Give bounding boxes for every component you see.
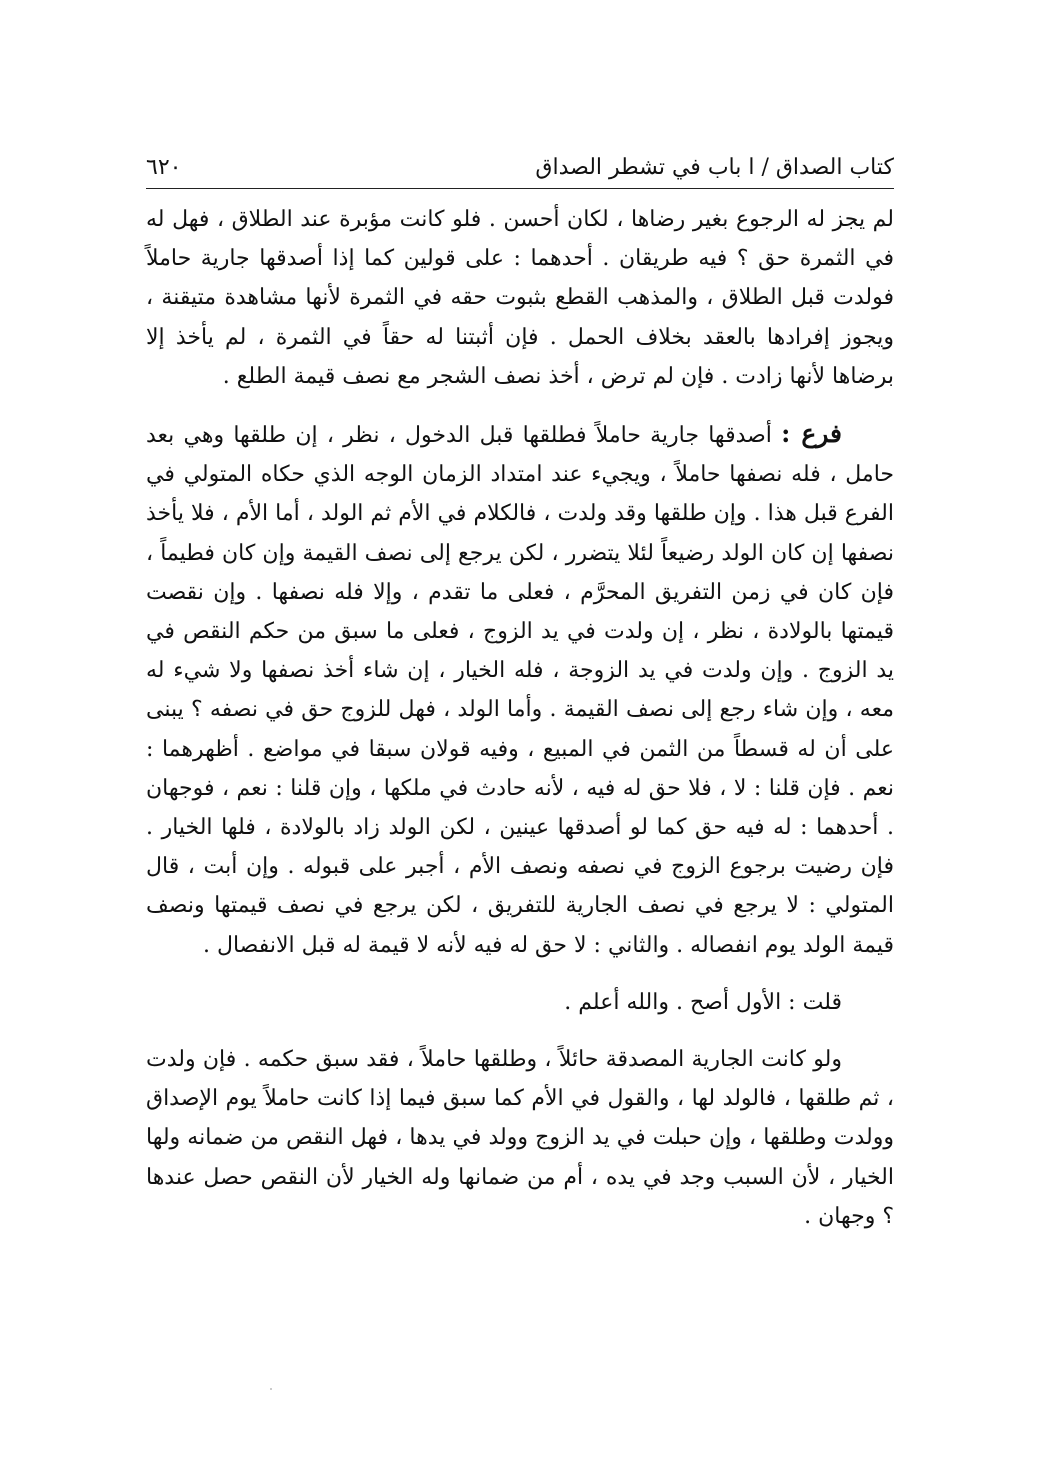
page-number: ٦٢٠ [146,155,182,180]
paragraph-2 [146,414,894,965]
paragraph-3: قلت : الأول أصح . والله أعلم . [564,989,842,1015]
paragraph-4: ولو كانت الجارية المصدقة حائلاً ، وطلقها حاملاً ، فقد سبق حكمه . فإن ولدت ، ثم طلقها ، فالولد لها ، والقول في الأم كما سبق فيما إذا كانت حاملاً يوم الإصداق وولدت وطلقها ، وإن حبلت في يد الزوج وولد في يدها ، فهل النقص من ضمانه ولها الخيار ، لأن السبب وجد في يده ، أم من ضمانها وله الخيار لأن النقص حصل عندها ؟ وجهان . [146,1047,895,1229]
far-heading: فرع : [781,419,843,449]
header-divider [146,188,894,189]
paragraph-1: لم يجز له الرجوع بغير رضاها ، لكان أحسن . فلو كانت مؤبرة عند الطلاق ، فهل له في الثمرة حق ؟ فيه طريقان . أحدهما : على قولين كما إذا أصدقها جارية حاملاً فولدت قبل الطلاق ، والمذهب القطع بثبوت حقه في الثمرة لأنها مشاهدة متيقنة ، ويجوز إفرادها بالعقد بخلاف الحمل . فإن أثبتنا له حقاً في الثمرة ، لم يأخذ إلا برضاها لأنها زادت . فإن لم ترض ، أخذ نصف الشجر مع نصف قيمة الطلع . [146,207,894,389]
page-speck [270,1388,272,1390]
main-text [146,200,894,1236]
paragraph-2-text: أصدقها جارية حاملاً فطلقها قبل الدخول ، نظر ، إن طلقها وهي بعد حامل ، فله نصفها حاملاً ، ويجيء عند امتداد الزمان الوجه الذي حكاه المتولي في الفرع قبل هذا . وإن طلقها وقد ولدت ، فالكلام في الأم ثم الولد ، أما الأم ، فلا يأخذ نصفها إن كان الولد رضيعاً لئلا يتضرر ، لكن يرجع إلى نصف القيمة وإن كان فطيماً ، فإن كان في زمن التفريق المحرَّم ، فعلى ما تقدم ، وإلا فله نصفها . وإن نقصت قيمتها بالولادة ، نظر ، إن ولدت في يد الزوج ، فعلى ما سبق من حكم النقص في يد الزوج . وإن ولدت في يد الزوجة ، فله الخيار ، إن شاء أخذ نصفها ولا شيء له معه ، وإن شاء رجع إلى نصف القيمة . وأما الولد ، فهل للزوج حق في نصفه ؟ يبنى على أن له قسطاً من الثمن في المبيع ، وفيه قولان سبقا في مواضع . أظهرهما : نعم . فإن قلنا : لا ، فلا حق له فيه ، لأنه حادث في ملكها ، وإن قلنا : نعم ، فوجهان . أحدهما : له فيه حق كما لو أصدقها عينين ، لكن الولد زاد بالولادة ، فلها الخيار . فإن رضيت برجوع الزوج في نصفه ونصف الأم ، أجبر على قبوله . وإن أبت ، قال المتولي : لا يرجع في نصف الجارية للتفريق ، لكن يرجع في نصف قيمتها ونصف قيمة الولد يوم انفصاله . والثاني : لا حق له فيه لأنه لا قيمة له قبل الانفصال . [146,423,894,958]
page-header [146,143,894,183]
running-title: كتاب الصداق / ا باب في تشطر الصداق [535,155,894,180]
